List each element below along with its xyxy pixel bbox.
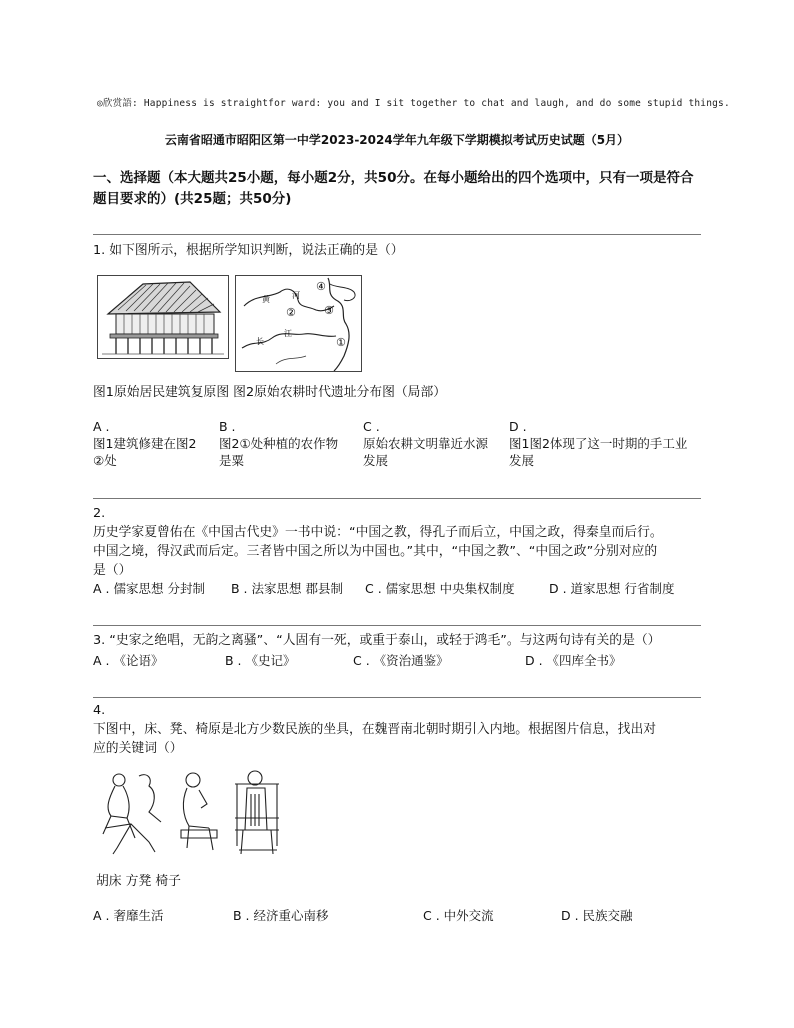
section-heading-line2: 题目要求的）(共25题；共50分) bbox=[93, 191, 292, 207]
q2-option-d[interactable]: D . 道家思想 行省制度 bbox=[549, 581, 675, 596]
q4-option-a[interactable]: A . 奢靡生活 bbox=[93, 908, 164, 923]
divider-q2 bbox=[93, 498, 701, 499]
q4-line: 下图中，床、凳、椅原是北方少数民族的坐具，在魏晋南北朝时期引入内地。根据图片信息，找出对 bbox=[93, 722, 657, 737]
q2-options bbox=[93, 580, 713, 598]
option-text: ②处 bbox=[93, 453, 117, 468]
q2-line: 是（） bbox=[93, 563, 132, 578]
q3-option-d[interactable]: D . 《四库全书》 bbox=[525, 653, 622, 668]
furniture-figure bbox=[95, 768, 295, 856]
q3-option-c[interactable]: C . 《资治通鉴》 bbox=[353, 653, 449, 668]
q4-option-d[interactable]: D . 民族交融 bbox=[561, 908, 633, 923]
furniture-drawing bbox=[95, 768, 295, 856]
option-letter: C . bbox=[363, 419, 380, 434]
option-letter: A . bbox=[93, 419, 110, 434]
option-text: 图1图2体现了这一时期的手工业 bbox=[509, 436, 688, 451]
q2-line: 中国之境，得汉武而后定。三者皆中国之所以为中国也。”其中，“中国之教”、“中国之政”分别对应的 bbox=[93, 544, 658, 559]
map-drawing bbox=[236, 276, 361, 371]
map-site-4: ④ bbox=[316, 280, 326, 293]
q3-options bbox=[93, 652, 713, 670]
q4-line: 应的关键词（） bbox=[93, 741, 183, 756]
section-heading bbox=[93, 168, 703, 210]
q3-stem: 3. “史家之绝唱，无韵之离骚”、“人固有一死，或重于泰山，或轻于鸿毛”。与这两句诗有关的是（） bbox=[93, 633, 661, 648]
q1-option-a[interactable] bbox=[93, 418, 233, 469]
q1-option-d[interactable] bbox=[509, 418, 709, 469]
map-label-huang: 黄 bbox=[262, 295, 270, 304]
option-text: 图2①处种植的农作物 bbox=[219, 436, 339, 451]
q4-number: 4. bbox=[93, 703, 106, 718]
map-site-2: ② bbox=[286, 306, 296, 319]
divider-q3 bbox=[93, 625, 701, 626]
map-label-chang: 长 bbox=[256, 337, 264, 346]
stilt-house-drawing bbox=[98, 276, 228, 358]
q1-figure-caption: 图1原始居民建筑复原图 图2原始农耕时代遗址分布图（局部） bbox=[93, 385, 447, 400]
q2-stem bbox=[93, 504, 705, 580]
q4-figure-caption: 胡床 方凳 椅子 bbox=[96, 874, 181, 889]
option-text: 原始农耕文明靠近水源 bbox=[363, 436, 489, 451]
map-site-3: ③ bbox=[324, 304, 334, 317]
q2-option-b[interactable]: B . 法家思想 郡县制 bbox=[231, 581, 343, 596]
q1-options bbox=[93, 418, 713, 470]
q1-option-c[interactable] bbox=[363, 418, 503, 469]
q1-option-b[interactable] bbox=[219, 418, 359, 469]
exam-title: 云南省昭通市昭阳区第一中学2023-2024学年九年级下学期模拟考试历史试题（5月） bbox=[164, 133, 630, 147]
q1-stem: 1. 如下图所示，根据所学知识判断，说法正确的是（） bbox=[93, 243, 404, 258]
map-site-1: ① bbox=[336, 336, 346, 349]
neolithic-sites-map bbox=[235, 275, 362, 372]
q4-stem bbox=[93, 701, 705, 758]
option-text: 是粟 bbox=[219, 453, 245, 468]
map-label-jiang: 江 bbox=[284, 329, 292, 338]
header-motto: ◎欣赏語: Happiness is straightfor ward: you and I sit together to chat and laugh, and do some stupid things. bbox=[97, 98, 730, 109]
section-heading-line1: 一、选择题（本大题共25小题，每小题2分，共50分。在每小题给出的四个选项中，只有一项是符合 bbox=[93, 170, 694, 186]
q3-option-b[interactable]: B . 《史记》 bbox=[225, 653, 296, 668]
option-text: 发展 bbox=[363, 453, 389, 468]
option-letter: B . bbox=[219, 419, 236, 434]
stilt-house-figure bbox=[97, 275, 229, 359]
option-text: 发展 bbox=[509, 453, 535, 468]
option-letter: D . bbox=[509, 419, 527, 434]
q4-options bbox=[93, 907, 713, 925]
q4-option-b[interactable]: B . 经济重心南移 bbox=[233, 908, 329, 923]
q2-option-c[interactable]: C . 儒家思想 中央集权制度 bbox=[365, 581, 515, 596]
q4-option-c[interactable]: C . 中外交流 bbox=[423, 908, 494, 923]
option-text: 图1建筑修建在图2 bbox=[93, 436, 197, 451]
divider-q1 bbox=[93, 234, 701, 235]
q2-line: 历史学家夏曾佑在《中国古代史》一书中说：“中国之教，得孔子而后立，中国之政，得秦皇而后行。 bbox=[93, 525, 663, 540]
divider-q4 bbox=[93, 697, 701, 698]
map-label-he: 河 bbox=[292, 291, 300, 300]
q2-number: 2. bbox=[93, 506, 106, 521]
q3-option-a[interactable]: A . 《论语》 bbox=[93, 653, 164, 668]
q2-option-a[interactable]: A . 儒家思想 分封制 bbox=[93, 581, 205, 596]
